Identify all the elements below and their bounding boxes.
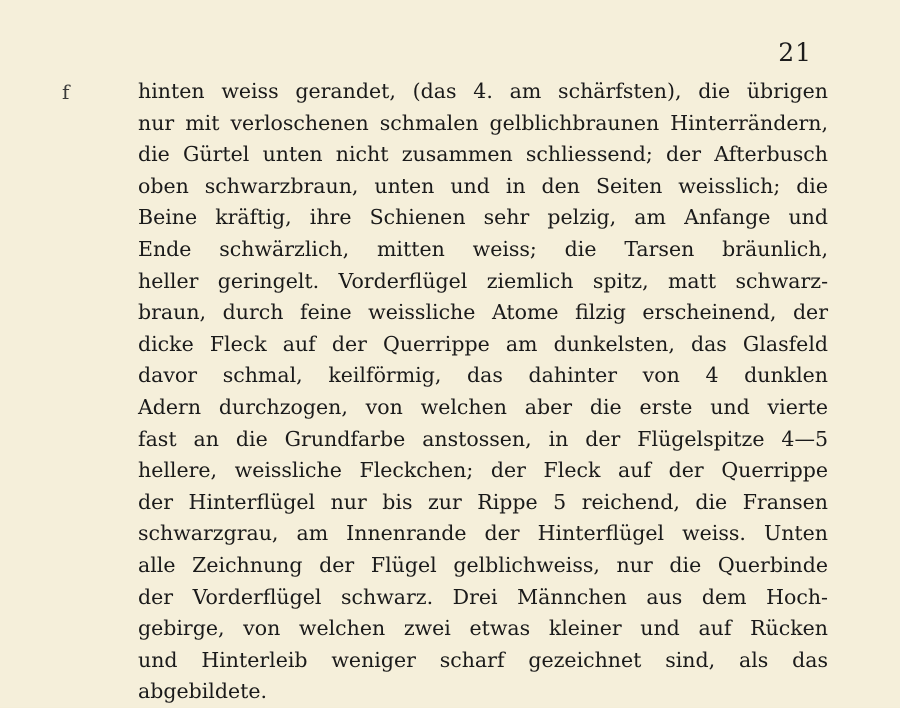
text-line: hinten weiss gerandet, (das 4. am schärfsten), die übrigen (138, 79, 828, 103)
text-line: braun, durch feine weissliche Atome filzig erscheinend, der (138, 300, 828, 325)
text-line: schwarzgrau, am Innenrande der Hinterflügel weiss. Unten (138, 521, 828, 546)
text-line: nur mit verloschenen schmalen gelblichbraunen Hinterrändern, (138, 110, 828, 135)
text-line: der Vorderflügel schwarz. Drei Männchen aus dem Hoch- (138, 584, 828, 609)
text-line: dicke Fleck auf der Querrippe am dunkelsten, das Glasfeld (138, 331, 828, 356)
margin-mark: f (62, 80, 70, 104)
text-line: und Hinterleib weniger scharf gezeichnet sind, als das (138, 647, 828, 672)
text-line: fast an die Grundfarbe anstossen, in der Flügelspitze 4—5 (138, 426, 828, 451)
text-line: die Gürtel unten nicht zusammen schliessend; der Afterbusch (138, 142, 828, 167)
text-line: gebirge, von welchen zwei etwas kleiner und auf Rücken (138, 616, 828, 641)
text-line: davor schmal, keilförmig, das dahinter von 4 dunklen (138, 363, 828, 388)
text-line: der Hinterflügel nur bis zur Rippe 5 reichend, die Fransen (138, 489, 828, 514)
text-line: alle Zeichnung der Flügel gelblichweiss, nur die Querbinde (138, 552, 828, 577)
text-line: abgebildete. (138, 679, 267, 704)
text-line: Ende schwärzlich, mitten weiss; die Tarsen bräunlich, (138, 236, 828, 261)
text-line: oben schwarzbraun, unten und in den Seiten weisslich; die (138, 173, 828, 198)
text-line: hellere, weissliche Fleckchen; der Fleck auf der Querrippe (138, 458, 828, 483)
text-line: Adern durchzogen, von welchen aber die erste und vierte (138, 394, 828, 419)
page-number: 21 (778, 38, 812, 67)
body-text (138, 76, 828, 708)
text-line: Beine kräftig, ihre Schienen sehr pelzig, am Anfange und (138, 205, 828, 230)
text-line: heller geringelt. Vorderflügel ziemlich spitz, matt schwarz- (138, 268, 828, 293)
